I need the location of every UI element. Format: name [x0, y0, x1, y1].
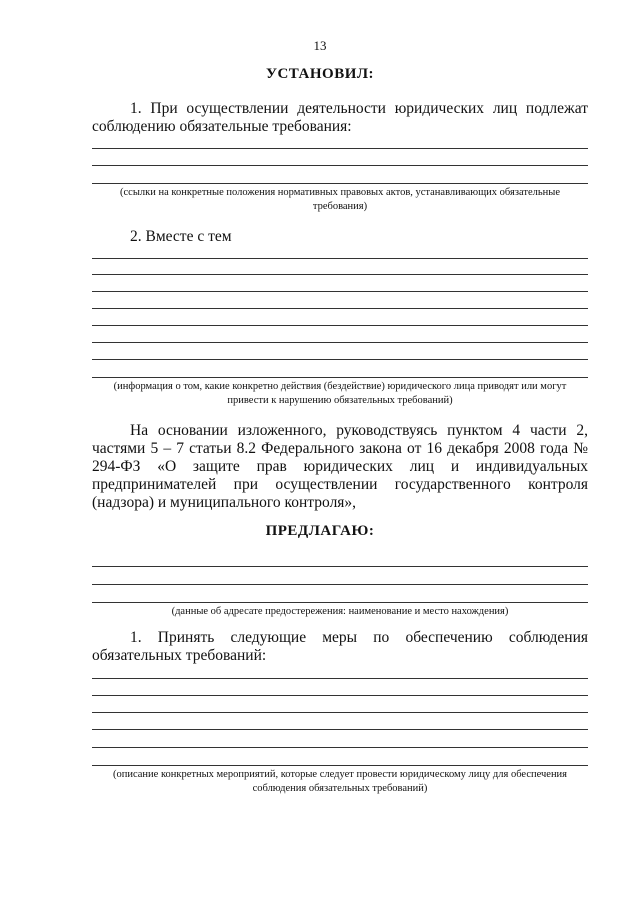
item2-text: 2. Вместе с тем [130, 228, 232, 245]
fill-line[interactable] [92, 148, 588, 149]
addressee-note: (данные об адресате предостережения: наименование и место нахождения) [171, 606, 509, 617]
measures-text: 1. Принять следующие меры по обеспечению соблюдения обязательных требований: [92, 629, 588, 664]
heading-established: УСТАНОВИЛ: [265, 66, 375, 82]
fill-line[interactable] [92, 584, 588, 585]
fill-line[interactable] [92, 165, 588, 166]
fill-line[interactable] [92, 377, 588, 378]
fill-line[interactable] [92, 308, 588, 309]
fill-line[interactable] [92, 274, 588, 275]
fill-line[interactable] [92, 602, 588, 603]
fill-line[interactable] [92, 258, 588, 259]
fill-line[interactable] [92, 566, 588, 567]
basis-text: На основании изложенного, руководствуясь пунктом 4 части 2, частями 5 – 7 статьи 8.2 Федерального закона от 16 декабря 2008 года № 294-ФЗ «О защите прав юридических лиц и индивидуальных предпринимателей при осуществлении государственного контроля (надзора) и муниципального контроля», [92, 422, 588, 511]
fill-line[interactable] [92, 695, 588, 696]
measures-note: (описание конкретных мероприятий, которые следует провести юридическому лицу для обеспечения соблюдения обязательных требований) [112, 769, 568, 794]
fill-line[interactable] [92, 712, 588, 713]
item2-note: (информация о том, какие конкретно действия (бездействие) юридического лица приводят или могут привести к нарушению обязательных требований) [113, 381, 567, 406]
fill-line[interactable] [92, 359, 588, 360]
item1-text: 1. При осуществлении деятельности юридических лиц подлежат соблюдению обязательные требования: [92, 100, 588, 135]
page-number: 13 [313, 38, 327, 53]
item1-note: (ссылки на конкретные положения нормативных правовых актов, устанавливающих обязательные требования) [120, 187, 560, 212]
fill-line[interactable] [92, 765, 588, 766]
fill-line[interactable] [92, 325, 588, 326]
heading-propose: ПРЕДЛАГАЮ: [265, 523, 375, 539]
fill-line[interactable] [92, 747, 588, 748]
fill-line[interactable] [92, 342, 588, 343]
fill-line[interactable] [92, 291, 588, 292]
fill-line[interactable] [92, 729, 588, 730]
fill-line[interactable] [92, 183, 588, 184]
fill-line[interactable] [92, 678, 588, 679]
